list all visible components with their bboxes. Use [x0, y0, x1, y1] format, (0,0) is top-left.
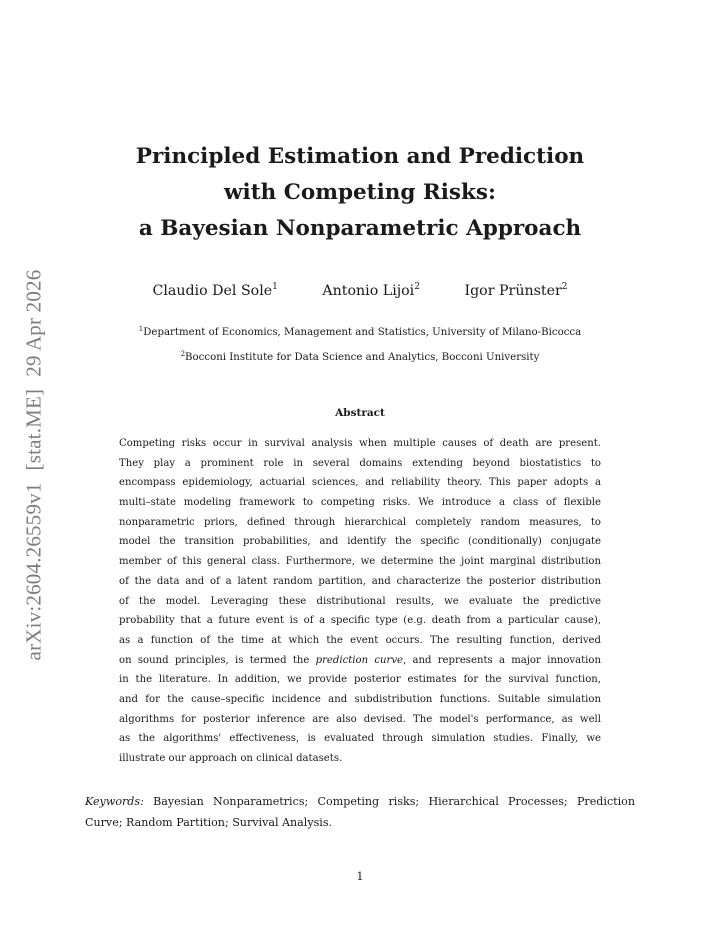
abstract-line: multi–state modeling framework to competing risks. We introduce a class of flexible [119, 497, 601, 509]
abstract-line: Competing risks occur in survival analysis when multiple causes of death are present. [119, 438, 601, 449]
abstract-line: algorithms for posterior inference are also devised. The model's performance, as well [119, 713, 601, 725]
page-number: 1 [356, 870, 364, 883]
abstract-body [119, 434, 601, 769]
arxiv-category: [stat.ME] [21, 388, 46, 471]
abstract-line: nonparametric priors, defined through hierarchical completely random measures, to [119, 516, 601, 528]
abstract-line: They play a prominent role in several domains extending beyond biostatistics to [119, 457, 601, 469]
abstract-heading: Abstract [335, 407, 385, 419]
keywords-line: Curve; Random Partition; Survival Analysis. [85, 816, 333, 829]
title-line: Principled Estimation and Prediction [135, 144, 585, 169]
author: Antonio Lijoi$^2$ [322, 282, 420, 299]
abstract-line: encompass epidemiology, actuarial sciences, and reliability theory. This paper adopts a [119, 477, 601, 489]
keywords-label: Keywords: [85, 795, 144, 808]
abstract-line: as a function of the time at which the event occurs. The resulting function, derived [119, 634, 601, 646]
prediction-curve-term: prediction curve [315, 654, 404, 666]
abstract-line: model the transition probabilities, and identify the specific (conditionally) conjugate [119, 536, 601, 548]
keywords [85, 791, 635, 833]
abstract-line: in the literature. In addition, we provide posterior estimates for the survival function, [119, 674, 601, 686]
author: Claudio Del Sole$^1$ [152, 282, 278, 299]
affiliation: $^1$Department of Economics, Management and Statistics, University of Milano-Bicocca [138, 325, 582, 338]
abstract-line: and for the cause–specific incidence and subdistribution functions. Suitable simulation [119, 693, 601, 705]
abstract-line: of the data and of a latent random partition, and characterize the posterior distribution [119, 575, 601, 587]
affiliation: $^2$Bocconi Institute for Data Science and Analytics, Bocconi University [180, 350, 540, 363]
abstract-line: probability that a future event is of a specific type (e.g. death from a particular cause), [119, 615, 601, 627]
arxiv-date: 29 Apr 2026 [21, 269, 46, 377]
title-line: with Competing Risks: [224, 180, 496, 205]
author-list [0, 282, 720, 299]
abstract-line: illustrate our approach on clinical datasets. [119, 753, 343, 764]
title-line: a Bayesian Nonparametric Approach [138, 216, 582, 241]
arxiv-id: arXiv:2604.26559v1 [21, 482, 46, 661]
abstract-line: of the model. Leveraging these distributional results, we evaluate the predictive [119, 595, 601, 607]
abstract-line: member of this general class. Furthermore, we determine the joint marginal distribution [119, 556, 601, 568]
keywords-line: Keywords: Bayesian Nonparametrics; Competing risks; Hierarchical Processes; Prediction [85, 795, 635, 808]
paper-title [0, 139, 720, 247]
author: Igor Prünster$^2$ [464, 282, 568, 299]
abstract-line: on sound principles, is termed the prediction curve, and represents a major innovation [119, 654, 601, 666]
abstract-line: as the algorithms' effectiveness, is evaluated through simulation studies. Finally, we [119, 733, 601, 745]
